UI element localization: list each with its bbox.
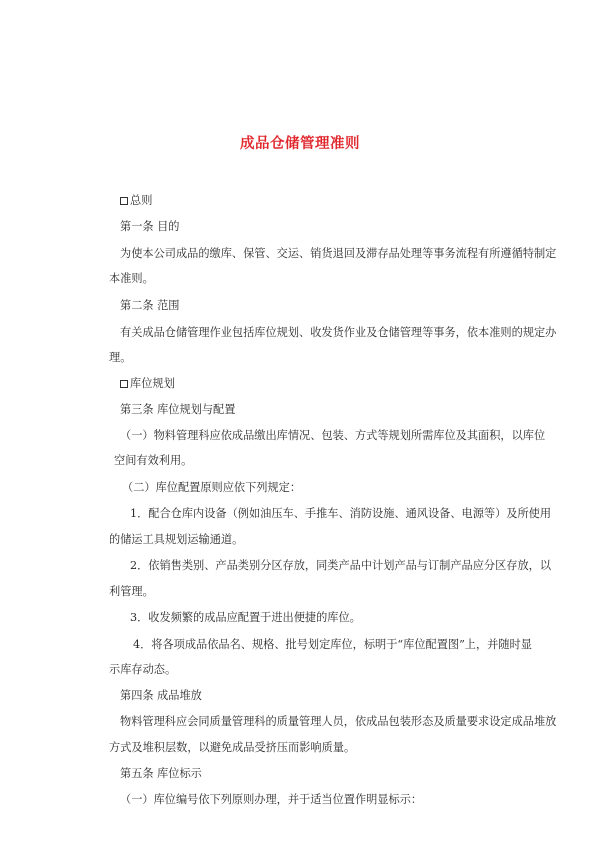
section-heading-label: 库位规划 <box>130 377 175 390</box>
article-2-text-cont: 理。 <box>109 351 132 364</box>
article-3-para-1-cont: 空间有效利用。 <box>114 454 193 467</box>
article-3-item-4: 4．将各项成品依品名、规格、批号划定库位，标明于“库位配置图”上，并随时显 <box>133 638 532 651</box>
checkbox-square-icon <box>120 197 128 205</box>
article-3-heading: 第三条 库位规划与配置 <box>120 403 236 416</box>
article-3-item-1: 1．配合仓库内设备（例如油压车、手推车、消防设施、通风设备、电源等）及所使用 <box>130 507 552 520</box>
article-3-item-2-cont: 利管理。 <box>109 585 154 598</box>
document-title: 成品仓储管理准则 <box>240 136 360 152</box>
section-heading-label: 总则 <box>130 194 153 207</box>
article-3-item-2: 2．依销售类别、产品类别分区存放，同类产品中计划产品与订制产品应分区存放，以 <box>130 559 552 572</box>
article-1-text: 为使本公司成品的缴库、保管、交运、销货退回及滞存品处理等事务流程有所遵循特制定 <box>120 247 557 260</box>
article-2-heading: 第二条 范围 <box>120 299 180 312</box>
article-3-item-3: 3．收发频繁的成品应配置于进出便捷的库位。 <box>130 611 361 624</box>
article-4-heading: 第四条 成品堆放 <box>120 689 202 702</box>
article-4-text: 物料管理科应会同质量管理科的质量管理人员，依成品包装形态及质量要求设定成品堆放 <box>120 715 557 728</box>
article-1-heading: 第一条 目的 <box>120 220 180 233</box>
article-4-text-cont: 方式及堆积层数，以避免成品受挤压而影响质量。 <box>109 741 356 754</box>
article-5-heading: 第五条 库位标示 <box>120 767 202 780</box>
section-heading-general <box>120 193 152 209</box>
article-3-item-4-cont: 示库存动态。 <box>109 663 177 676</box>
article-1-text-cont: 本准则。 <box>109 272 154 285</box>
article-3-para-1: （一）物料管理科应依成品缴出库情况、包装、方式等规划所需库位及其面积，以库位 <box>120 429 546 442</box>
article-3-para-2: （二）库位配置原则应依下列规定： <box>122 481 302 494</box>
checkbox-square-icon <box>120 380 128 388</box>
article-2-text: 有关成品仓储管理作业包括库位规划、收发货作业及仓储管理等事务，依本准则的规定办 <box>120 326 557 339</box>
article-5-para-1: （一）库位编号依下列原则办理，并于适当位置作明显标示： <box>120 793 423 806</box>
section-heading-storage-planning <box>120 376 175 392</box>
article-3-item-1-cont: 的储运工具规划运输通道。 <box>109 533 244 546</box>
